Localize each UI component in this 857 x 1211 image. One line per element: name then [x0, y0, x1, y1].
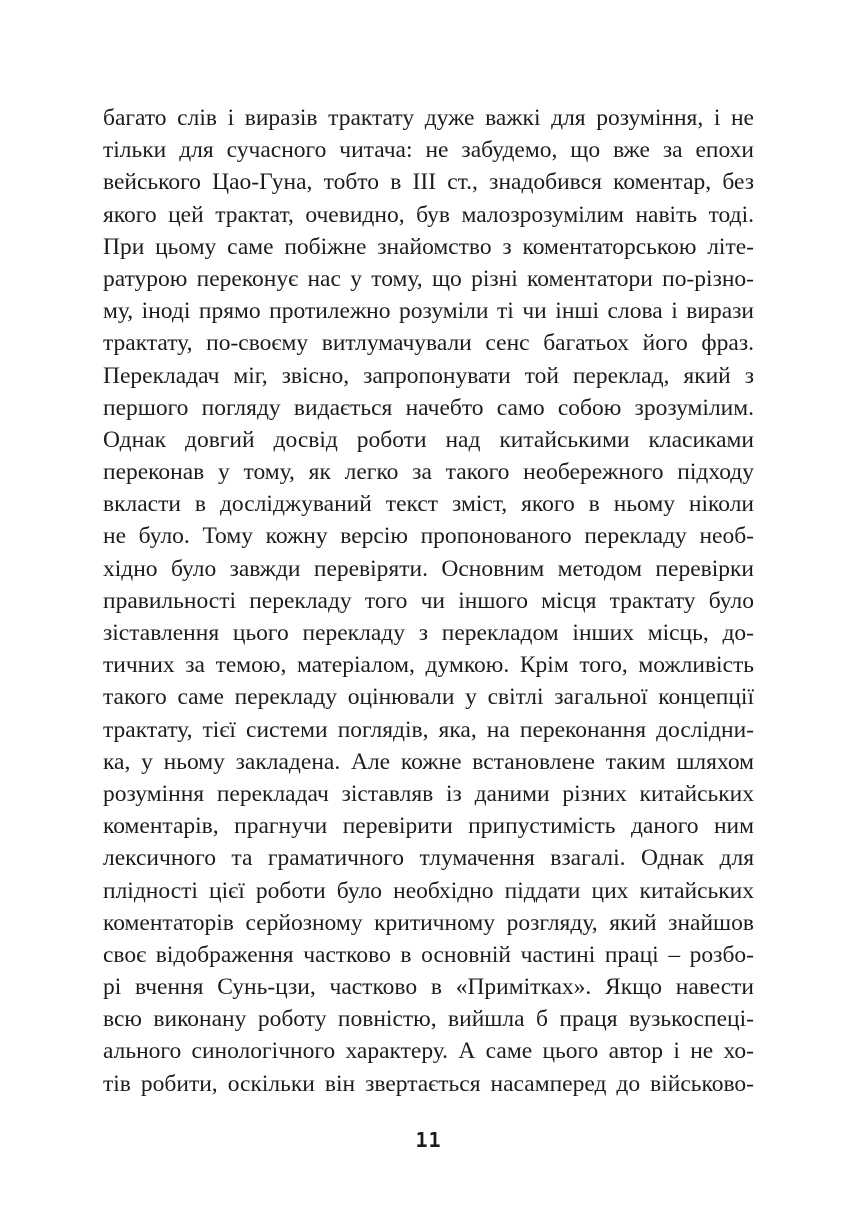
text-line: коментаторів серйозному критичному розгляду, який знайшов: [103, 909, 754, 936]
text-line: му, іноді прямо протилежно розуміли ті чи інші слова і вирази: [103, 298, 754, 325]
text-line: тичних за темою, матеріалом, думкою. Крім того, можливість: [103, 652, 754, 679]
text-line: зіставлення цього перекладу з перекладом інших місць, до-: [103, 620, 754, 646]
text-line: тів робити, оскільки він звертається насамперед до військово-: [103, 1070, 754, 1097]
text-line: не було. Тому кожну версію пропонованого перекладу необ-: [103, 523, 754, 550]
text-line: тільки для сучасного читача: не забудемо, що вже за епохи: [103, 137, 754, 164]
text-line: рі вчення Сунь-цзи, частково в «Примітках». Якщо навести: [103, 974, 754, 1001]
text-line: вкласти в досліджуваний текст зміст, якого в ньому ніколи: [103, 491, 754, 518]
text-line: правильності перекладу того чи іншого місця трактату було: [103, 587, 754, 614]
text-line: такого саме перекладу оцінювали у світлі загальної концепції: [103, 684, 754, 711]
text-line: трактату, тієї системи поглядів, яка, на переконання дослідни-: [103, 716, 754, 743]
text-line: першого погляду видається начебто само собою зрозумілим.: [103, 394, 754, 421]
text-line: При цьому саме побіжне знайомство з коментаторською літе-: [103, 233, 754, 260]
text-line: трактату, по-своєму витлумачували сенс багатьох його фраз.: [103, 330, 754, 357]
text-line: вейського Цао-Гуна, тобто в III ст., знадобився коментар, без: [103, 169, 754, 196]
text-line: Однак довгий досвід роботи над китайськими класиками: [103, 426, 754, 453]
text-line: ратурою переконує нас у тому, що різні коментатори по-різно-: [103, 265, 754, 292]
text-line: ка, у ньому закладена. Але кожне встановлене таким шляхом: [103, 748, 754, 775]
text-line: всю виконану роботу повністю, вийшла б праця вузькоспеці-: [103, 1006, 754, 1033]
text-line: своє відображення частково в основній частині праці – розбо-: [103, 941, 754, 968]
text-line: ального синологічного характеру. А саме цього автор і не хо-: [103, 1038, 754, 1065]
text-line: коментарів, прагнучи перевірити припустимість даного ним: [103, 813, 754, 840]
text-line: плідності цієї роботи було необхідно піддати цих китайських: [103, 877, 754, 904]
text-line: розуміння перекладач зіставляв із даними різних китайських: [103, 780, 754, 807]
text-line: Перекладач міг, звісно, запропонувати той переклад, який з: [103, 362, 754, 389]
text-line: хідно було завжди перевіряти. Основним методом перевірки: [103, 555, 754, 582]
text-line: лексичного та граматичного тлумачення взагалі. Однак для: [103, 845, 754, 872]
page-number: 11: [415, 1128, 442, 1152]
text-line: якого цей трактат, очевидно, був малозрозумілим навіть тоді.: [103, 201, 754, 228]
text-line: переконав у тому, як легко за такого необережного підходу: [103, 459, 754, 486]
text-line: багато слів і виразів трактату дуже важкі для розуміння, і не: [103, 105, 754, 131]
body-text: [103, 102, 754, 1100]
